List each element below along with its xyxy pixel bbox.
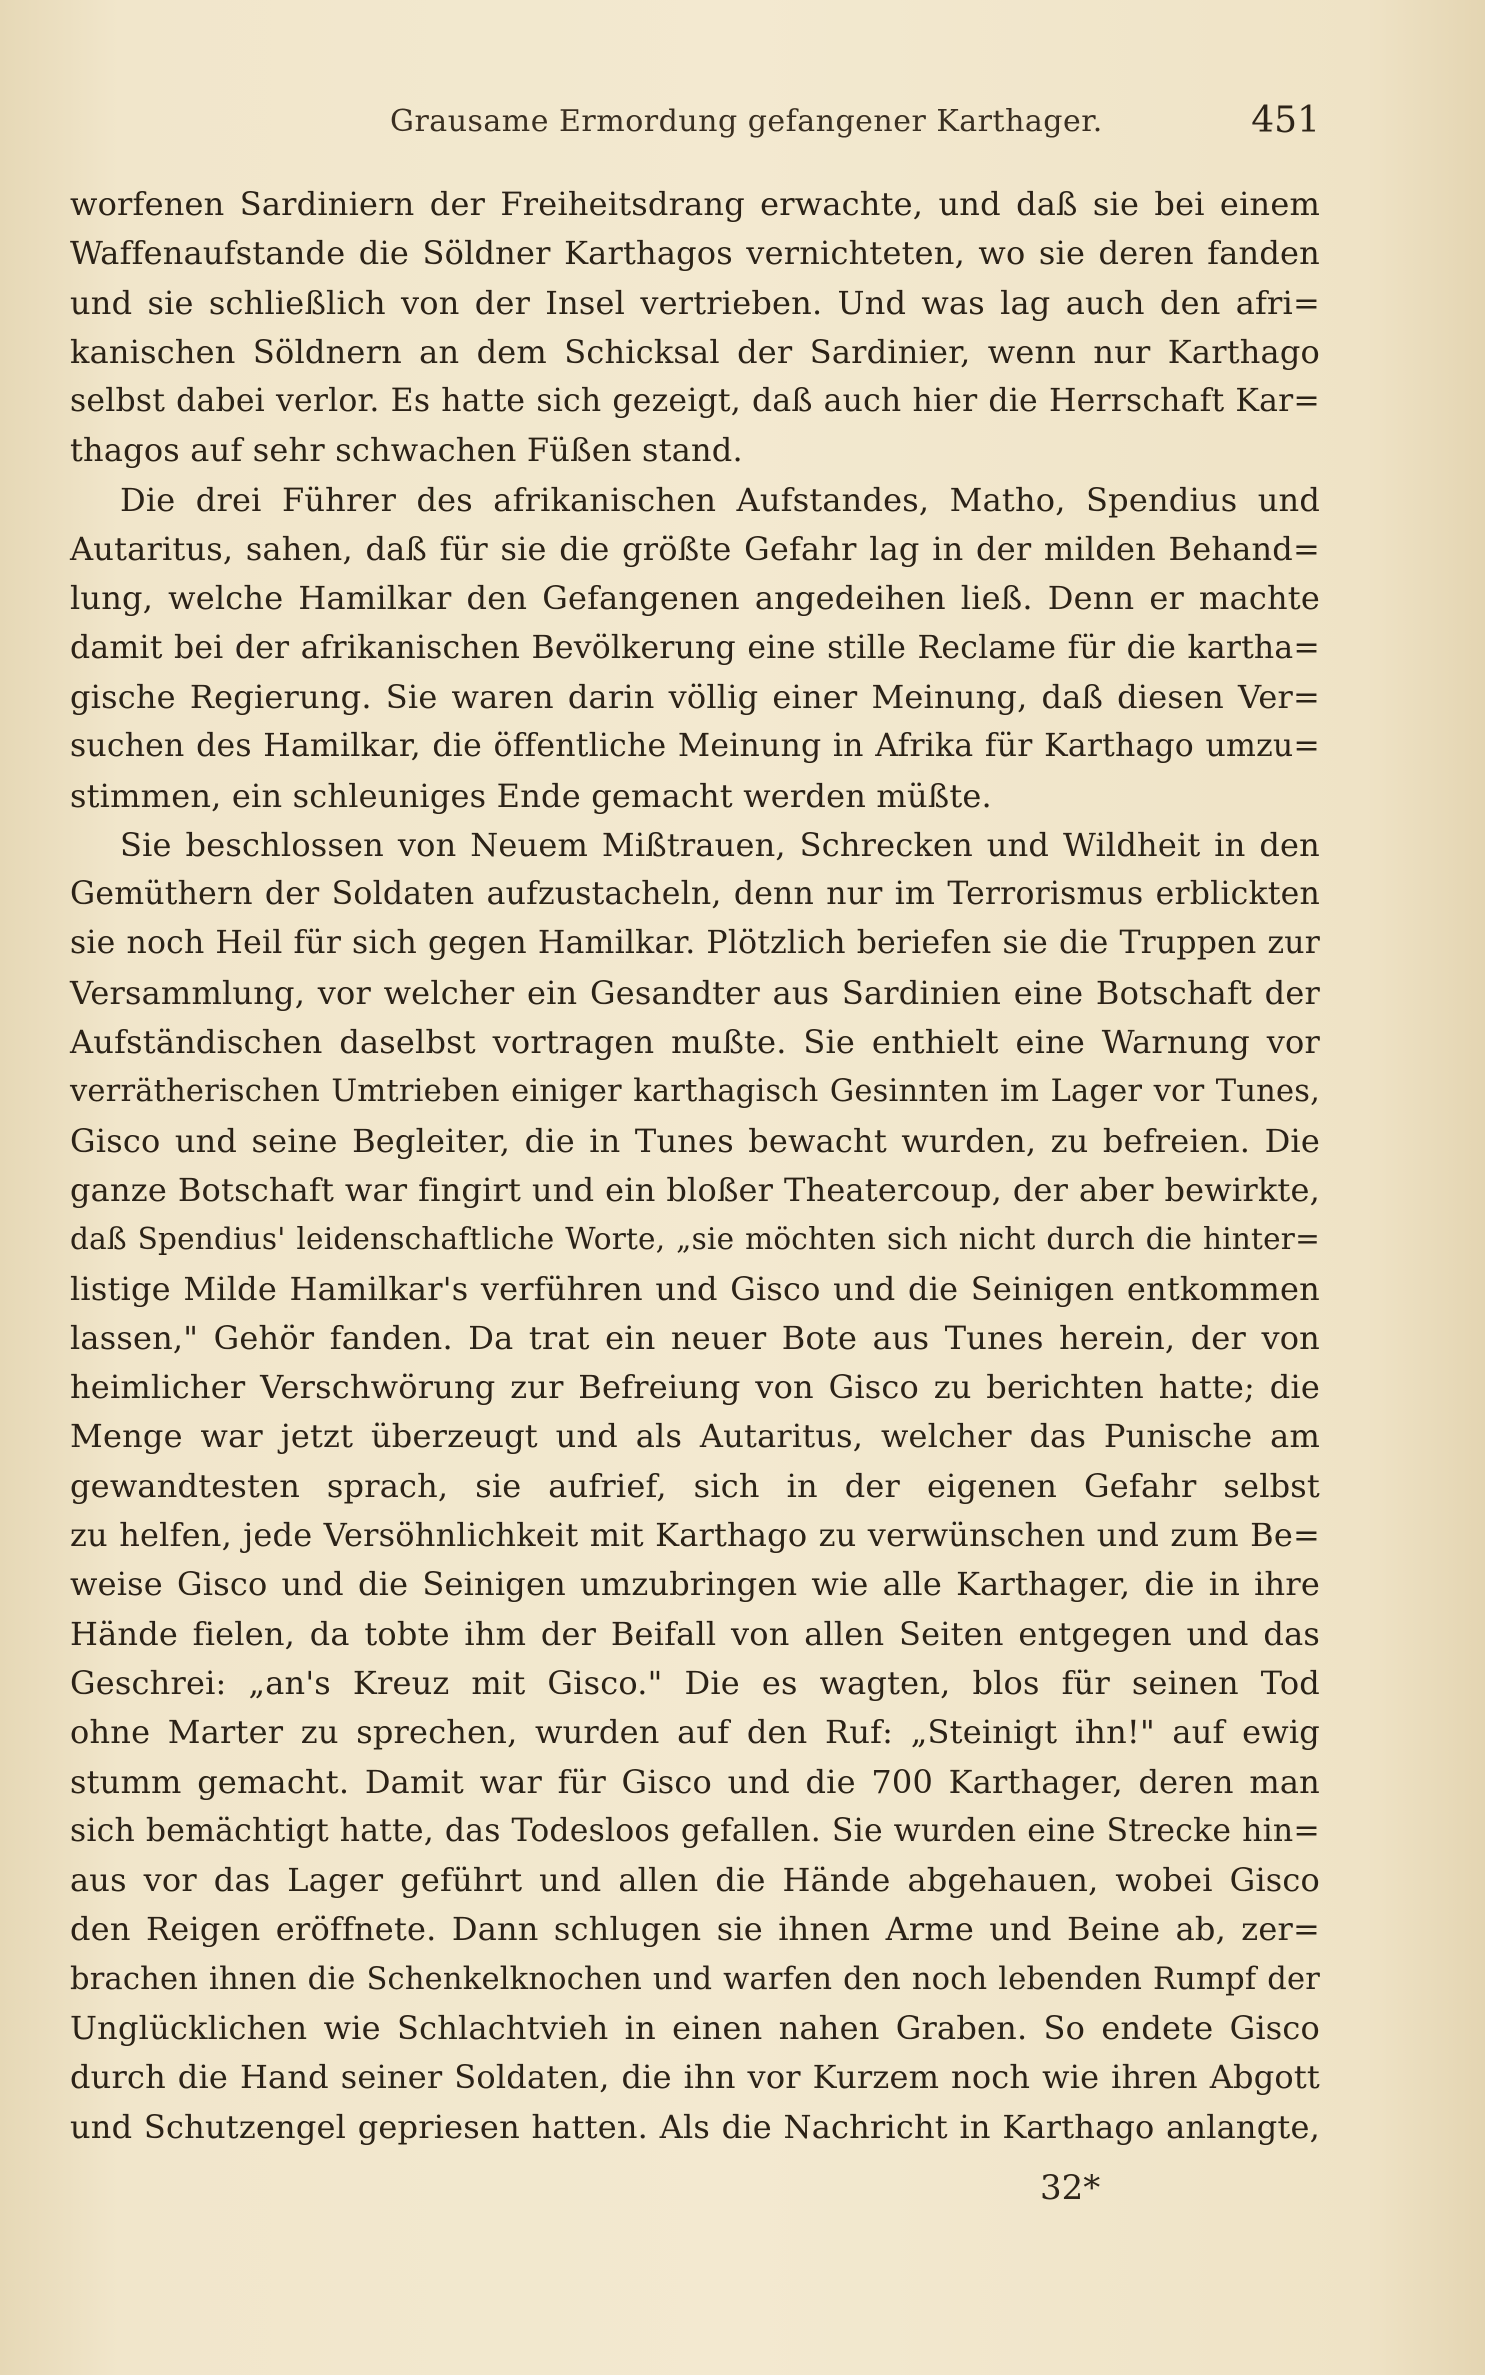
- text-line: stumm gemacht. Damit war für Gisco und die 700 Karthager, deren man: [70, 1762, 1320, 1801]
- text-line: lung, welche Hamilkar den Gefangenen angedeihen ließ. Denn er machte: [70, 579, 1320, 618]
- text-line: sie noch Heil für sich gegen Hamilkar. Plötzlich beriefen sie die Truppen zur: [70, 925, 1320, 962]
- text-line: lassen," Gehör fanden. Da trat ein neuer Bote aus Tunes herein, der von: [70, 1318, 1320, 1357]
- text-line: und sie schließlich von der Insel vertrieben. Und was lag auch den afri=: [70, 283, 1320, 322]
- text-line: ohne Marter zu sprechen, wurden auf den Ruf: „Steinigt ihn!" auf ewig: [70, 1713, 1320, 1752]
- text-line: daß Spendius' leidenschaftliche Worte, „sie möchten sich nicht durch die hinter=: [70, 1222, 1320, 1257]
- text-line: Autaritus, sahen, daß für sie die größte Gefahr lag in der milden Behand=: [70, 530, 1320, 569]
- text-line: verrätherischen Umtrieben einiger karthagisch Gesinnten im Lager vor Tunes,: [70, 1074, 1320, 1110]
- text-line: gische Regierung. Sie waren darin völlig einer Meinung, daß diesen Ver=: [70, 677, 1320, 716]
- text-line: Versammlung, vor welcher ein Gesandter aus Sardinien eine Botschaft der: [70, 973, 1320, 1012]
- text-line: zu helfen, jede Versöhnlichkeit mit Karthago zu verwünschen und zum Be=: [70, 1516, 1320, 1555]
- text-line: Unglücklichen wie Schlachtvieh in einen nahen Graben. So endete Gisco: [70, 2008, 1320, 2047]
- text-line: Menge war jetzt überzeugt und als Autaritus, welcher das Punische am: [70, 1417, 1320, 1456]
- text-line: worfenen Sardiniern der Freiheitsdrang erwachte, und daß sie bei einem: [70, 185, 1320, 223]
- signature-mark: 32*: [1040, 2168, 1101, 2208]
- text-line: Hände fielen, da tobte ihm der Beifall von allen Seiten entgegen und das: [70, 1614, 1320, 1653]
- text-line: Die drei Führer des afrikanischen Aufstandes, Matho, Spendius und: [120, 480, 1320, 519]
- text-line: den Reigen eröffnete. Dann schlugen sie ihnen Arme und Beine ab, zer=: [70, 1910, 1320, 1949]
- text-line: damit bei der afrikanischen Bevölkerung eine stille Reclame für die kartha=: [70, 629, 1320, 666]
- text-line: stimmen, ein schleuniges Ende gemacht werden müßte.: [70, 776, 992, 815]
- text-line: heimlicher Verschwörung zur Befreiung von Gisco zu berichten hatte; die: [70, 1368, 1320, 1407]
- body-text: [70, 180, 1320, 2152]
- text-line: weise Gisco und die Seinigen umzubringen wie alle Karthager, die in ihre: [70, 1565, 1320, 1604]
- page-number: 451: [1251, 100, 1320, 141]
- text-line: Gisco und seine Begleiter, die in Tunes bewacht wurden, zu befreien. Die: [70, 1121, 1320, 1160]
- text-line: und Schutzengel gepriesen hatten. Als die Nachricht in Karthago anlangte,: [70, 2107, 1320, 2146]
- text-line: sich bemächtigt hatte, das Todesloos gefallen. Sie wurden eine Strecke hin=: [70, 1812, 1320, 1849]
- text-line: kanischen Söldnern an dem Schicksal der Sardinier, wenn nur Karthago: [70, 332, 1320, 371]
- text-line: gewandtesten sprach, sie aufrief, sich in der eigenen Gefahr selbst: [70, 1466, 1320, 1505]
- text-line: ganze Botschaft war fingirt und ein bloßer Theatercoup, der aber bewirkte,: [70, 1170, 1320, 1209]
- text-line: aus vor das Lager geführt und allen die Hände abgehauen, wobei Gisco: [70, 1861, 1320, 1900]
- text-line: thagos auf sehr schwachen Füßen stand.: [70, 431, 743, 470]
- text-line: suchen des Hamilkar, die öffentliche Meinung in Afrika für Karthago umzu=: [70, 728, 1320, 765]
- text-line: Geschrei: „an's Kreuz mit Gisco." Die es wagten, blos für seinen Tod: [70, 1663, 1320, 1702]
- text-line: Sie beschlossen von Neuem Mißtrauen, Schrecken und Wildheit in den: [120, 825, 1320, 864]
- text-line: durch die Hand seiner Soldaten, die ihn vor Kurzem noch wie ihren Abgott: [70, 2058, 1320, 2097]
- text-line: brachen ihnen die Schenkelknochen und warfen den noch lebenden Rumpf der: [70, 1961, 1320, 1997]
- text-line: listige Milde Hamilkar's verführen und Gisco und die Seinigen entkommen: [70, 1269, 1320, 1308]
- page-header: [70, 100, 1320, 154]
- text-line: Gemüthern der Soldaten aufzustacheln, denn nur im Terrorismus erblickten: [70, 876, 1320, 913]
- text-line: selbst dabei verlor. Es hatte sich gezeigt, daß auch hier die Herrschaft Kar=: [70, 383, 1320, 420]
- text-line: Aufständischen daselbst vortragen mußte. Sie enthielt eine Warnung vor: [70, 1023, 1320, 1062]
- running-title: Grausame Ermordung gefangener Karthager.: [390, 104, 1103, 139]
- text-line: Waffenaufstande die Söldner Karthagos vernichteten, wo sie deren fanden: [70, 234, 1320, 273]
